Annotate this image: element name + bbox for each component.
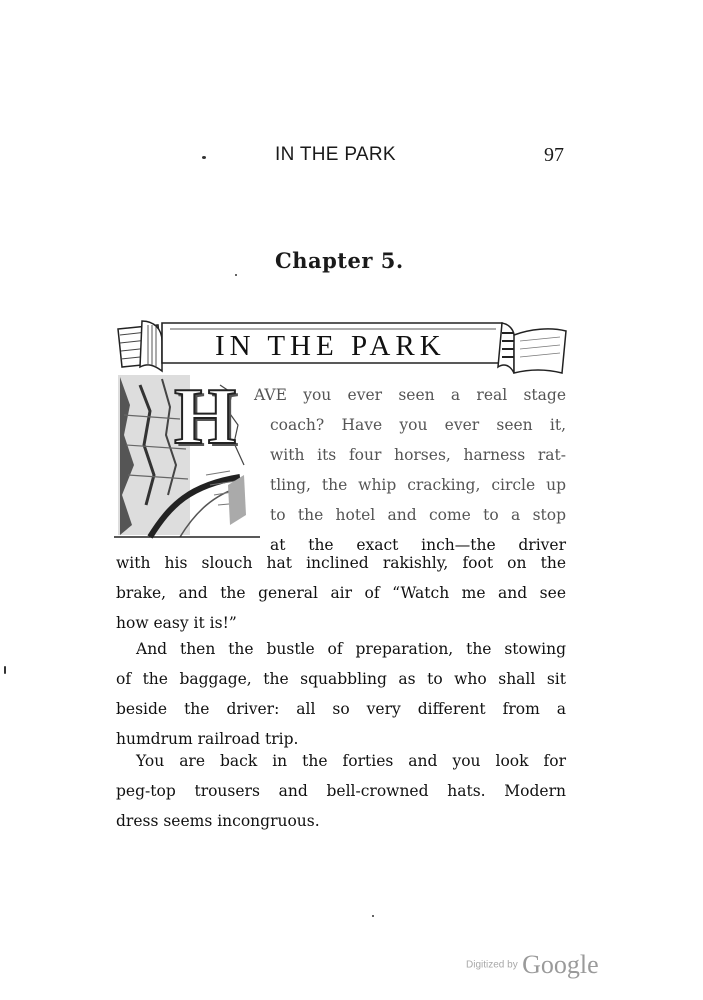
google-logo: Google	[522, 950, 599, 979]
text-line: beside the driver: all so very different from a	[116, 700, 566, 718]
running-head-title: IN THE PARK	[275, 144, 396, 165]
page-number: 97	[544, 144, 564, 166]
ink-speck	[4, 666, 6, 674]
ink-speck	[202, 156, 206, 159]
text-line: how easy it is!”	[116, 614, 237, 632]
text-line: to the hotel and come to a stop	[270, 506, 566, 524]
text-line: You are back in the forties and you look for	[136, 752, 566, 770]
drop-cap-letter: H	[174, 373, 237, 461]
drop-cap-wrapped-text	[232, 380, 566, 560]
chapter-heading: Chapter 5.	[275, 248, 404, 273]
text-line: of the baggage, the squabbling as to who shall sit	[116, 670, 566, 688]
text-line: peg-top trousers and bell-crowned hats. Modern	[116, 782, 566, 800]
text-line: humdrum railroad trip.	[116, 730, 299, 748]
ink-speck	[235, 274, 237, 276]
text-line: with his slouch hat inclined rakishly, foot on the	[116, 554, 566, 572]
body-text	[116, 548, 566, 638]
text-line: brake, and the general air of “Watch me and see	[116, 584, 566, 602]
text-line: dress seems incongruous.	[116, 812, 320, 830]
text-line: And then the bustle of preparation, the stowing	[136, 640, 566, 658]
text-line: coach? Have you ever seen it,	[270, 416, 566, 434]
ink-speck	[372, 915, 374, 917]
banner-title: IN THE PARK	[215, 330, 446, 362]
digitized-by-google-watermark	[466, 950, 599, 980]
watermark-prefix: Digitized by	[466, 959, 518, 971]
body-text	[116, 634, 566, 754]
text-line: AVE you ever seen a real stage	[254, 386, 566, 404]
text-line: at the exact inch—the driver	[270, 536, 566, 554]
text-line: tling, the whip cracking, circle up	[270, 476, 566, 494]
text-line: with its four horses, harness rat-	[270, 446, 566, 464]
body-text	[116, 746, 566, 836]
